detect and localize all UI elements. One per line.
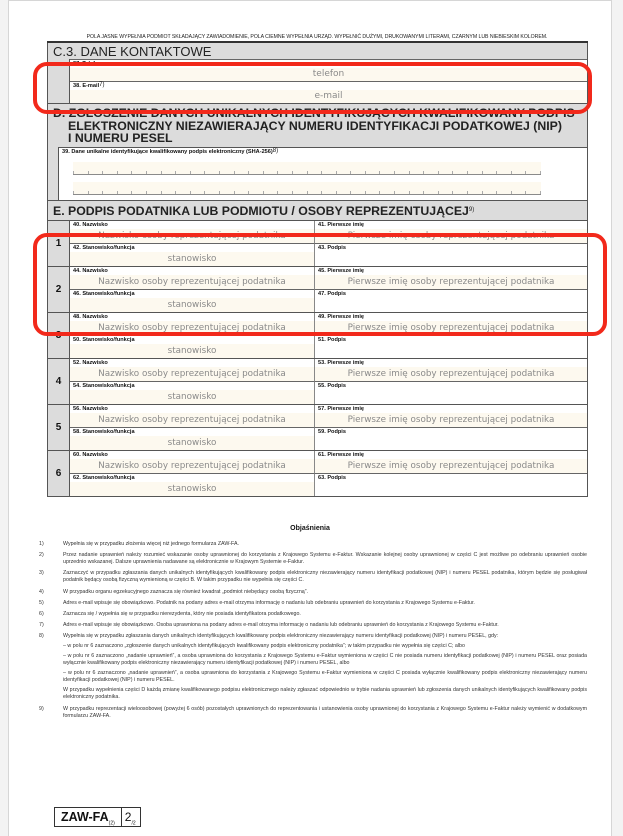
representatives-table bbox=[48, 220, 587, 496]
footnote-text: Zaznacza się / wypełnia się w przypadku nierezydenta, który nie posiada identyfikatora podatkowego. bbox=[63, 610, 301, 617]
firstname-label: 45. Pierwsze imię bbox=[318, 268, 365, 274]
firstname-field bbox=[314, 267, 587, 289]
form-body bbox=[47, 41, 588, 497]
section-c3-title: C.3. DANE KONTAKTOWE bbox=[53, 44, 212, 59]
footnote-number: 5) bbox=[39, 599, 44, 606]
surname-field bbox=[70, 405, 314, 427]
comb-cell bbox=[220, 191, 235, 194]
comb-cell bbox=[293, 191, 308, 194]
comb-cell bbox=[147, 171, 162, 174]
representative-row bbox=[48, 450, 587, 496]
comb-cell bbox=[205, 191, 220, 194]
position-input[interactable]: stanowisko bbox=[70, 436, 314, 450]
document-page bbox=[8, 0, 612, 836]
footnote-item bbox=[39, 589, 587, 596]
comb-cell bbox=[308, 191, 323, 194]
firstname-field bbox=[314, 451, 587, 473]
comb-cell bbox=[103, 191, 118, 194]
surname-field bbox=[70, 313, 314, 335]
firstname-field bbox=[314, 359, 587, 381]
signature-label: 63. Podpis bbox=[318, 475, 346, 481]
position-input[interactable]: stanowisko bbox=[70, 482, 314, 496]
signature-field bbox=[314, 243, 587, 266]
email-label: 38. E-mail$^{7)}$ bbox=[73, 82, 105, 89]
comb-cell bbox=[395, 191, 410, 194]
comb-cell bbox=[351, 191, 366, 194]
signature-label: 51. Podpis bbox=[318, 337, 346, 343]
section-d-signature-data bbox=[47, 104, 588, 201]
comb-cell bbox=[483, 171, 498, 174]
firstname-field bbox=[314, 221, 587, 243]
signature-label: 59. Podpis bbox=[318, 429, 346, 435]
surname-label: 52. Nazwisko bbox=[73, 360, 108, 366]
comb-cell bbox=[278, 191, 293, 194]
comb-cell bbox=[512, 191, 527, 194]
signature-label: 55. Podpis bbox=[318, 383, 346, 389]
comb-cell bbox=[278, 171, 293, 174]
section-e-signatures bbox=[47, 201, 588, 498]
footnote-item bbox=[39, 541, 587, 548]
position-label: 46. Stanowisko/funkcja bbox=[73, 291, 135, 297]
footnote-number: 9) bbox=[39, 705, 44, 712]
footnote-item bbox=[39, 622, 587, 629]
firstname-label: 61. Pierwsze imię bbox=[318, 452, 365, 458]
firstname-input[interactable]: Pierwsze imię osoby reprezentującej podatnika bbox=[315, 413, 587, 427]
signature-label: 47. Podpis bbox=[318, 291, 346, 297]
phone-field bbox=[70, 59, 587, 81]
form-id-box bbox=[54, 807, 141, 827]
comb-cell bbox=[453, 191, 468, 194]
position-input[interactable]: stanowisko bbox=[70, 344, 314, 358]
footnote-number: 2) bbox=[39, 552, 44, 559]
footnote-subitem: W przypadku wypełnienia części D każdą zmianę kwalifikowanego podpisu elektronicznego należy zgłaszać odpowiednio w trybie nadania uprawnień lub zgłoszenia danych unikalnych identyfikujących kwalifikowany podpis elektroniczny podatnika. bbox=[63, 687, 587, 701]
form-code: ZAW-$FA_{(2)}$ bbox=[55, 808, 122, 826]
phone-label: 37. Telefon bbox=[73, 61, 102, 67]
comb-cell bbox=[205, 171, 220, 174]
footnote-item bbox=[39, 570, 587, 584]
position-input[interactable]: stanowisko bbox=[70, 390, 314, 404]
position-label: 42. Stanowisko/funkcja bbox=[73, 245, 135, 251]
footnote-text: Wypełnia się w przypadku zgłaszania danych unikalnych identyfikujących kwalifikowany podpis elektroniczny niezawierający numeru identyfikacji podatkowej (NIP) i numeru PESEL, gdy: bbox=[63, 633, 499, 640]
surname-label: 60. Nazwisko bbox=[73, 452, 108, 458]
footnote-subitem: – w polu nr 6 zaznaczono „zgłoszenie danych unikalnych identyfikujących kwalifikowany podpis elektroniczny podatnika”; w takim przypadku nie wypełnia się części C; albo bbox=[63, 643, 465, 650]
comb-cell bbox=[337, 171, 352, 174]
surname-label: 48. Nazwisko bbox=[73, 314, 108, 320]
row-number: 2 bbox=[48, 267, 70, 312]
footnote-item bbox=[39, 552, 587, 566]
comb-cell bbox=[132, 191, 147, 194]
representative-row bbox=[48, 266, 587, 312]
comb-cell bbox=[380, 171, 395, 174]
footnote-number: 3) bbox=[39, 570, 44, 577]
page-number: $2_{/2}$ bbox=[124, 810, 136, 827]
signature-field bbox=[314, 381, 587, 404]
row-number: 3 bbox=[48, 313, 70, 358]
section-d-title: D. ZGŁOSZENIE DANYCH UNIKALNYCH IDENTYFIKUJĄCYCH KWALIFIKOWANY PODPIS ELEKTRONICZNY NIEZAWIERAJĄCY NUMERU IDENTYFIKACJI PODATKOWEJ (NIP) I NUMERU PESEL bbox=[53, 106, 575, 145]
signature-area[interactable] bbox=[315, 390, 587, 404]
comb-cell bbox=[512, 171, 527, 174]
position-label: 58. Stanowisko/funkcja bbox=[73, 429, 135, 435]
position-label: 50. Stanowisko/funkcja bbox=[73, 337, 135, 343]
footnote-text: Przez nadanie uprawnień należy rozumieć wskazanie osoby uprawnionej do korzystania z Krajowego Systemu e-Faktur. Wskazanie kolejnej osoby uprawnionej w części C jest możliwe po odebraniu uprawnień osobie uprzednio wskazanej. Dalsze uprawnienia nadawane są elektronicznie w Krajowym Systemie e-Faktur. bbox=[63, 552, 587, 566]
comb-cell bbox=[162, 171, 177, 174]
comb-cell bbox=[191, 171, 206, 174]
comb-cell bbox=[395, 171, 410, 174]
sha256-input-line-1[interactable] bbox=[73, 162, 541, 175]
surname-label: 44. Nazwisko bbox=[73, 268, 108, 274]
firstname-label: 53. Pierwsze imię bbox=[318, 360, 365, 366]
row-number: 4 bbox=[48, 359, 70, 404]
firstname-input[interactable]: Pierwsze imię osoby reprezentującej podatnika bbox=[315, 459, 587, 473]
footnote-number: 7) bbox=[39, 622, 44, 629]
comb-cell bbox=[468, 191, 483, 194]
comb-cell bbox=[118, 191, 133, 194]
comb-cell bbox=[410, 191, 425, 194]
representative-row bbox=[48, 358, 587, 404]
comb-cell bbox=[89, 191, 104, 194]
comb-cell bbox=[497, 191, 512, 194]
comb-cell bbox=[162, 191, 177, 194]
firstname-input[interactable]: Pierwsze imię osoby reprezentującej podatnika bbox=[315, 367, 587, 381]
surname-input[interactable]: Nazwisko osoby reprezentującej podatnika bbox=[70, 367, 314, 381]
signature-area[interactable] bbox=[315, 298, 587, 312]
surname-label: 56. Nazwisko bbox=[73, 406, 108, 412]
signature-area[interactable] bbox=[315, 252, 587, 266]
firstname-label: 41. Pierwsze imię bbox=[318, 222, 365, 228]
sha256-input-line-2[interactable] bbox=[73, 182, 541, 195]
comb-cell bbox=[424, 191, 439, 194]
footnote-text: Wypełnia się w przypadku złożenia więcej niż jednego formularza ZAW-FA. bbox=[63, 541, 240, 547]
position-field bbox=[70, 381, 314, 404]
comb-cell bbox=[147, 191, 162, 194]
footnote-text: Adres e-mail wpisuje się obowiązkowo. Podatnik na podany adres e-mail otrzyma informację o nadaniu lub odebraniu uprawnień do korzystania z Krajowego Systemu e-Faktur. bbox=[63, 599, 475, 606]
comb-cell bbox=[176, 171, 191, 174]
footnote-text: Zaznaczyć w przypadku zgłaszania danych unikalnych identyfikujących kwalifikowany podpis elektroniczny niezawierający numeru identyfikacji podatkowej (NIP) i numeru PESEL podatnika, którym będzie się posługiwał podatnik będący osobą fizyczną wymienioną w części B. W takim przypadku nie wypełnia się części C. bbox=[63, 570, 587, 584]
position-label: 62. Stanowisko/funkcja bbox=[73, 475, 135, 481]
footnote-subitem: – w polu nr 6 zaznaczono „nadanie uprawnień”, a osoba uprawniona do korzystania z Krajowego Systemu e-Faktur wymieniona w części C posiada wyłącznie kwalifikowany podpis elektroniczny niezawierający numeru identyfikacji podatkowej (NIP) i numeru PESEL. bbox=[63, 670, 587, 684]
comb-cell bbox=[453, 171, 468, 174]
comb-cell bbox=[220, 171, 235, 174]
position-label: 54. Stanowisko/funkcja bbox=[73, 383, 135, 389]
firstname-input[interactable]: Pierwsze imię osoby reprezentującej podatnika bbox=[315, 229, 587, 243]
section-c3-contact bbox=[47, 43, 588, 104]
surname-input[interactable]: Nazwisko osoby reprezentującej podatnika bbox=[70, 413, 314, 427]
comb-cell bbox=[176, 191, 191, 194]
footnote-text: Adres e-mail wpisuje się obowiązkowo. Osoba uprawniona na podany adres e-mail otrzyma informację o nadaniu lub odebraniu uprawnień do korzystania z Krajowego Systemu e-Faktur. bbox=[63, 622, 499, 629]
comb-cell bbox=[118, 171, 133, 174]
firstname-field bbox=[314, 313, 587, 335]
footnote-item bbox=[39, 611, 587, 618]
footnote-text: W przypadku reprezentacji wieloosobowej (powyżej 6 osób) pozostałych uprawnionych do reprezentowania i ustanowienia osoby uprawnionej do korzystania z Krajowego Systemu e-Faktur należy wymienić w dodatkowym formularzu ZAW-FA. bbox=[63, 705, 587, 719]
comb-cell bbox=[322, 191, 337, 194]
position-field bbox=[70, 473, 314, 496]
signature-field bbox=[314, 289, 587, 312]
comb-cell bbox=[308, 171, 323, 174]
surname-input[interactable]: Nazwisko osoby reprezentującej podatnika bbox=[70, 459, 314, 473]
firstname-input[interactable]: Pierwsze imię osoby reprezentującej podatnika bbox=[315, 321, 587, 335]
comb-cell bbox=[103, 171, 118, 174]
row-number: 5 bbox=[48, 405, 70, 450]
surname-field bbox=[70, 451, 314, 473]
comb-cell bbox=[264, 171, 279, 174]
comb-cell bbox=[366, 171, 381, 174]
comb-cell bbox=[73, 191, 89, 194]
comb-cell bbox=[337, 191, 352, 194]
surname-field bbox=[70, 267, 314, 289]
footnote-item bbox=[39, 633, 587, 701]
surname-input[interactable]: Nazwisko osoby reprezentującej podatnika bbox=[70, 275, 314, 289]
notes-title: Objaśnienia bbox=[290, 525, 330, 532]
surname-field bbox=[70, 359, 314, 381]
form-instructions: POLA JASNE WYPEŁNIA PODMIOT SKŁADAJĄCY ZAWIADOMIENIE, POLA CIEMNE WYPEŁNIA URZĄD. WYPEŁNIĆ DUŻYMI, DRUKOWANYMI LITERAMI, CZARNYM LUB NIEBIESKIM KOLOREM. bbox=[86, 34, 548, 40]
comb-cell bbox=[483, 191, 498, 194]
position-field bbox=[70, 427, 314, 450]
row-number: 1 bbox=[48, 221, 70, 266]
firstname-field bbox=[314, 405, 587, 427]
sha256-field bbox=[58, 147, 587, 200]
signature-area[interactable] bbox=[315, 344, 587, 358]
comb-cell bbox=[191, 191, 206, 194]
comb-cell bbox=[73, 171, 89, 174]
signature-field bbox=[314, 473, 587, 496]
surname-input[interactable]: Nazwisko osoby reprezentującej podatnika bbox=[70, 321, 314, 335]
comb-cell bbox=[249, 171, 264, 174]
comb-cell bbox=[132, 171, 147, 174]
position-input[interactable]: stanowisko bbox=[70, 252, 314, 266]
comb-cell bbox=[526, 191, 541, 194]
comb-cell bbox=[439, 191, 454, 194]
comb-cell bbox=[380, 191, 395, 194]
phone-input[interactable] bbox=[70, 68, 587, 81]
footnote-number: 1) bbox=[39, 541, 44, 547]
representative-row bbox=[48, 312, 587, 358]
surname-field bbox=[70, 221, 314, 243]
comb-cell bbox=[249, 191, 264, 194]
footnote-number: 8) bbox=[39, 633, 44, 640]
comb-cell bbox=[497, 171, 512, 174]
comb-cell bbox=[322, 171, 337, 174]
footnote-item bbox=[39, 706, 587, 720]
signature-field bbox=[314, 427, 587, 450]
signature-area[interactable] bbox=[315, 482, 587, 496]
footnote-text: W przypadku organu egzekucyjnego zaznacza się również kwadrat „podmiot niebędący osobą fizyczną”. bbox=[63, 588, 308, 595]
surname-input[interactable]: Nazwisko osoby reprezentującej podatnika bbox=[70, 229, 314, 243]
section-e-title: E. PODPIS PODATNIKA LUB PODMIOTU / OSOBY REPREZENTUJĄCEJ$^{9)}$ bbox=[53, 203, 475, 218]
comb-cell bbox=[468, 171, 483, 174]
footnote-subitem: – w polu nr 6 zaznaczono „nadanie uprawnień”, a osoba uprawniona do korzystania z Krajowego Systemu e-Faktur wymieniona w części C nie posiada numeru identyfikacji podatkowej (NIP) i numeru PESEL oraz posiada wyłącznie kwalifikowany podpis elektroniczny niezawierający numeru identyfikacji podatkowej (NIP) i numeru PESEL, albo bbox=[63, 653, 587, 667]
comb-cell bbox=[264, 191, 279, 194]
comb-cell bbox=[235, 191, 250, 194]
firstname-label: 49. Pierwsze imię bbox=[318, 314, 365, 320]
comb-cell bbox=[424, 171, 439, 174]
footnote-item bbox=[39, 600, 587, 607]
comb-cell bbox=[89, 171, 104, 174]
firstname-label: 57. Pierwsze imię bbox=[318, 406, 365, 412]
signature-label: 43. Podpis bbox=[318, 245, 346, 251]
position-field bbox=[70, 289, 314, 312]
comb-cell bbox=[235, 171, 250, 174]
position-field bbox=[70, 243, 314, 266]
comb-cell bbox=[366, 191, 381, 194]
footnote-number: 6) bbox=[39, 610, 44, 617]
email-field bbox=[70, 81, 587, 103]
position-field bbox=[70, 335, 314, 358]
row-number: 6 bbox=[48, 451, 70, 496]
representative-row bbox=[48, 220, 587, 266]
sha256-label: 39. Dane unikalne identyfikujące kwalifikowany podpis elektroniczny (SHA-256)$^{8)}$ bbox=[62, 147, 279, 155]
signature-field bbox=[314, 335, 587, 358]
signature-area[interactable] bbox=[315, 436, 587, 450]
comb-cell bbox=[293, 171, 308, 174]
footnote-number: 4) bbox=[39, 588, 44, 595]
email-input[interactable] bbox=[70, 90, 587, 103]
position-input[interactable]: stanowisko bbox=[70, 298, 314, 312]
comb-cell bbox=[439, 171, 454, 174]
representative-row bbox=[48, 404, 587, 450]
surname-label: 40. Nazwisko bbox=[73, 222, 108, 228]
comb-cell bbox=[351, 171, 366, 174]
footnotes bbox=[39, 541, 587, 724]
firstname-input[interactable]: Pierwsze imię osoby reprezentującej podatnika bbox=[315, 275, 587, 289]
comb-cell bbox=[410, 171, 425, 174]
comb-cell bbox=[526, 171, 541, 174]
